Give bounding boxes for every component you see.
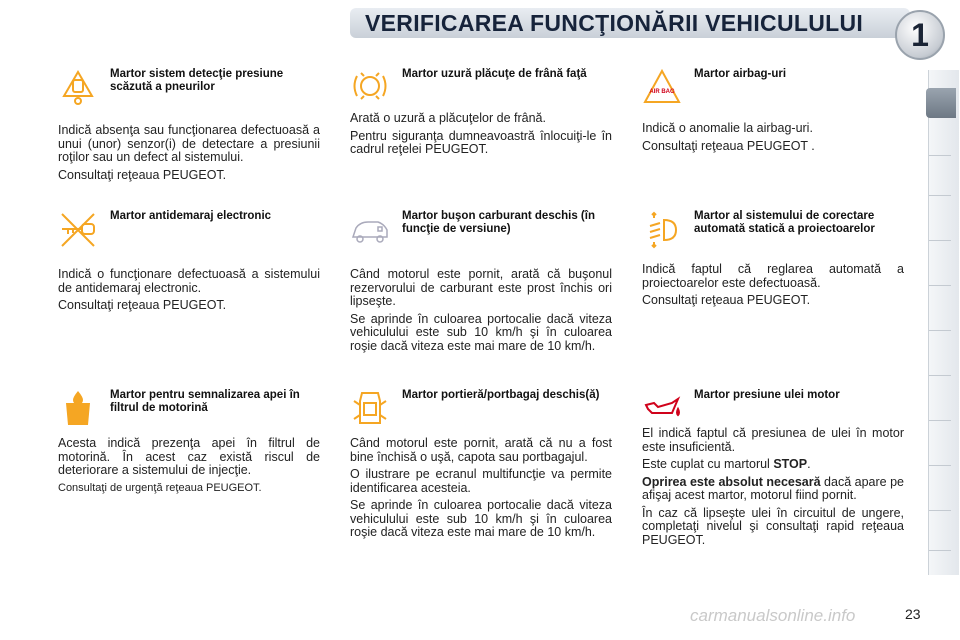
block-paragraph: Consultaţi reţeaua PEUGEOT .	[642, 138, 815, 153]
block-paragraph: Consultaţi reţeaua PEUGEOT.	[642, 293, 811, 307]
block-heading: Martor airbag-uri	[694, 68, 787, 80]
block-paragraph: Se aprinde în culoarea portocalie dacă viteza vehiculului este sub 10 km/h şi în culoarea roşie dacă viteza este mai mare de 10 km/h.	[350, 498, 612, 539]
block-paragraph: Când motorul este pornit, arată că buşonul rezervorului de carburant este prost închis ori lipseşte.	[350, 267, 612, 308]
chapter-tab[interactable]	[929, 240, 951, 241]
chapter-tab[interactable]	[929, 195, 951, 196]
block-paragraph: El indică faptul că presiunea de ulei în motor este insuficientă.	[642, 426, 904, 454]
block-body	[350, 437, 612, 544]
block-body	[642, 122, 904, 157]
block-paragraph: Indică o anomalie la airbag-uri.	[642, 121, 813, 135]
block-paragraph: Se aprinde în culoarea portocalie dacă viteza vehiculului este sub 10 km/h şi în culoarea roşie dacă viteza este mai mare de 10 km/h.	[350, 311, 612, 353]
headlamp-leveling-icon	[642, 210, 682, 250]
block-paragraph: Arată o uzură a plăcuţelor de frână.	[350, 111, 546, 125]
brake-pad-wear-icon	[350, 68, 390, 108]
chapter-tab[interactable]	[929, 550, 951, 551]
chapter-tab[interactable]	[929, 330, 951, 331]
block-paragraph: Acesta indică prezenţa apei în filtrul de motorină. În acest caz există riscul de deteriorare a sistemului de injecţie.	[58, 436, 320, 477]
fuel-cap-open-icon	[350, 210, 390, 250]
block-paragraph: Indică absenţa sau funcţionarea defectuoasă a unui (unor) senzor(i) de detectare a presiunii roţilor sau un defect al sistemului.	[58, 123, 320, 164]
block-paragraph: Pentru siguranţa dumneavoastră înlocuiţi-le în cadrul reţelei PEUGEOT.	[350, 128, 612, 156]
chapter-tab[interactable]	[929, 285, 951, 286]
door-open-icon	[350, 389, 390, 429]
block-paragraph: Când motorul este pornit, arată că nu a fost bine închisă o uşă, capota sau portbagajul.	[350, 436, 612, 464]
block-body	[58, 124, 320, 186]
block-paragraph: Consultaţi reţeaua PEUGEOT.	[58, 167, 227, 182]
watermark: carmanualsonline.info	[690, 606, 856, 625]
block-paragraph: Indică faptul că reglarea automată a proiectoarelor este defectuoasă.	[642, 262, 904, 290]
tire-pressure-warning-icon	[58, 68, 98, 108]
chapter-tab[interactable]	[929, 155, 951, 156]
block-paragraph: O ilustrare pe ecranul multifuncţie va permite identificarea acesteia.	[350, 467, 612, 495]
block-paragraph	[642, 458, 904, 472]
text-run: Este cuplat cu martorul	[642, 457, 774, 471]
chapter-tab[interactable]	[929, 420, 951, 421]
block-heading: Martor al sistemului de corectare automată statică a proiectoarelor	[694, 210, 875, 235]
block-heading: Martor antidemaraj electronic	[110, 210, 272, 222]
block-paragraph: Consultaţi reţeaua PEUGEOT.	[58, 298, 227, 312]
block-heading: Martor portieră/portbagaj deschis(ă)	[402, 389, 600, 401]
chapter-tab[interactable]	[929, 375, 951, 376]
block-paragraph: Indică o funcţionare defectuoasă a sistemului de antidemaraj electronic.	[58, 267, 320, 295]
text-run: dacă apare pe afişaj acest martor, motorul fiind pornit.	[642, 474, 904, 502]
chapter-side-tabs	[928, 70, 959, 575]
text-run: .	[807, 457, 811, 471]
water-in-diesel-filter-icon	[58, 389, 98, 429]
block-heading: Martor uzură plăcuţe de frână faţă	[402, 68, 587, 80]
airbag-warning-icon	[642, 68, 682, 108]
block-paragraph	[642, 476, 904, 503]
page-number: 23	[905, 606, 921, 622]
block-body	[58, 268, 320, 317]
block-body	[350, 268, 612, 357]
block-heading: Martor presiune ulei motor	[694, 389, 840, 401]
immobiliser-key-icon	[58, 210, 98, 250]
chapter-tab[interactable]	[929, 465, 951, 466]
chapter-tab[interactable]	[929, 510, 951, 511]
chapter-badge: 1	[895, 10, 945, 60]
page-header	[0, 0, 960, 50]
block-body	[350, 112, 612, 161]
active-chapter-tab[interactable]	[926, 88, 956, 118]
block-body	[642, 263, 904, 312]
oil-pressure-icon	[642, 389, 682, 429]
block-note: Consultaţi de urgenţă reţeaua PEUGEOT.	[58, 481, 262, 494]
stop-label: STOP	[773, 457, 808, 471]
block-heading: Martor buşon carburant deschis (în funcţie de versiune)	[402, 210, 595, 235]
page-title: VERIFICAREA FUNCŢIONĂRII VEHICULULUI	[365, 10, 864, 36]
block-heading: Martor pentru semnalizarea apei în filtrul de motorină	[110, 389, 300, 414]
block-heading: Martor sistem detecţie presiune scăzută a pneurilor	[110, 68, 284, 93]
block-paragraph: În caz că lipseşte ulei în circuitul de ungere, completaţi nivelul şi consultaţi rapid reţeaua PEUGEOT.	[642, 505, 904, 547]
airbag-icon-label: AIR BAG	[649, 89, 675, 95]
block-body	[642, 427, 904, 551]
block-body	[58, 437, 320, 499]
emphasis-text: Oprirea este absolut necesară	[642, 474, 821, 489]
